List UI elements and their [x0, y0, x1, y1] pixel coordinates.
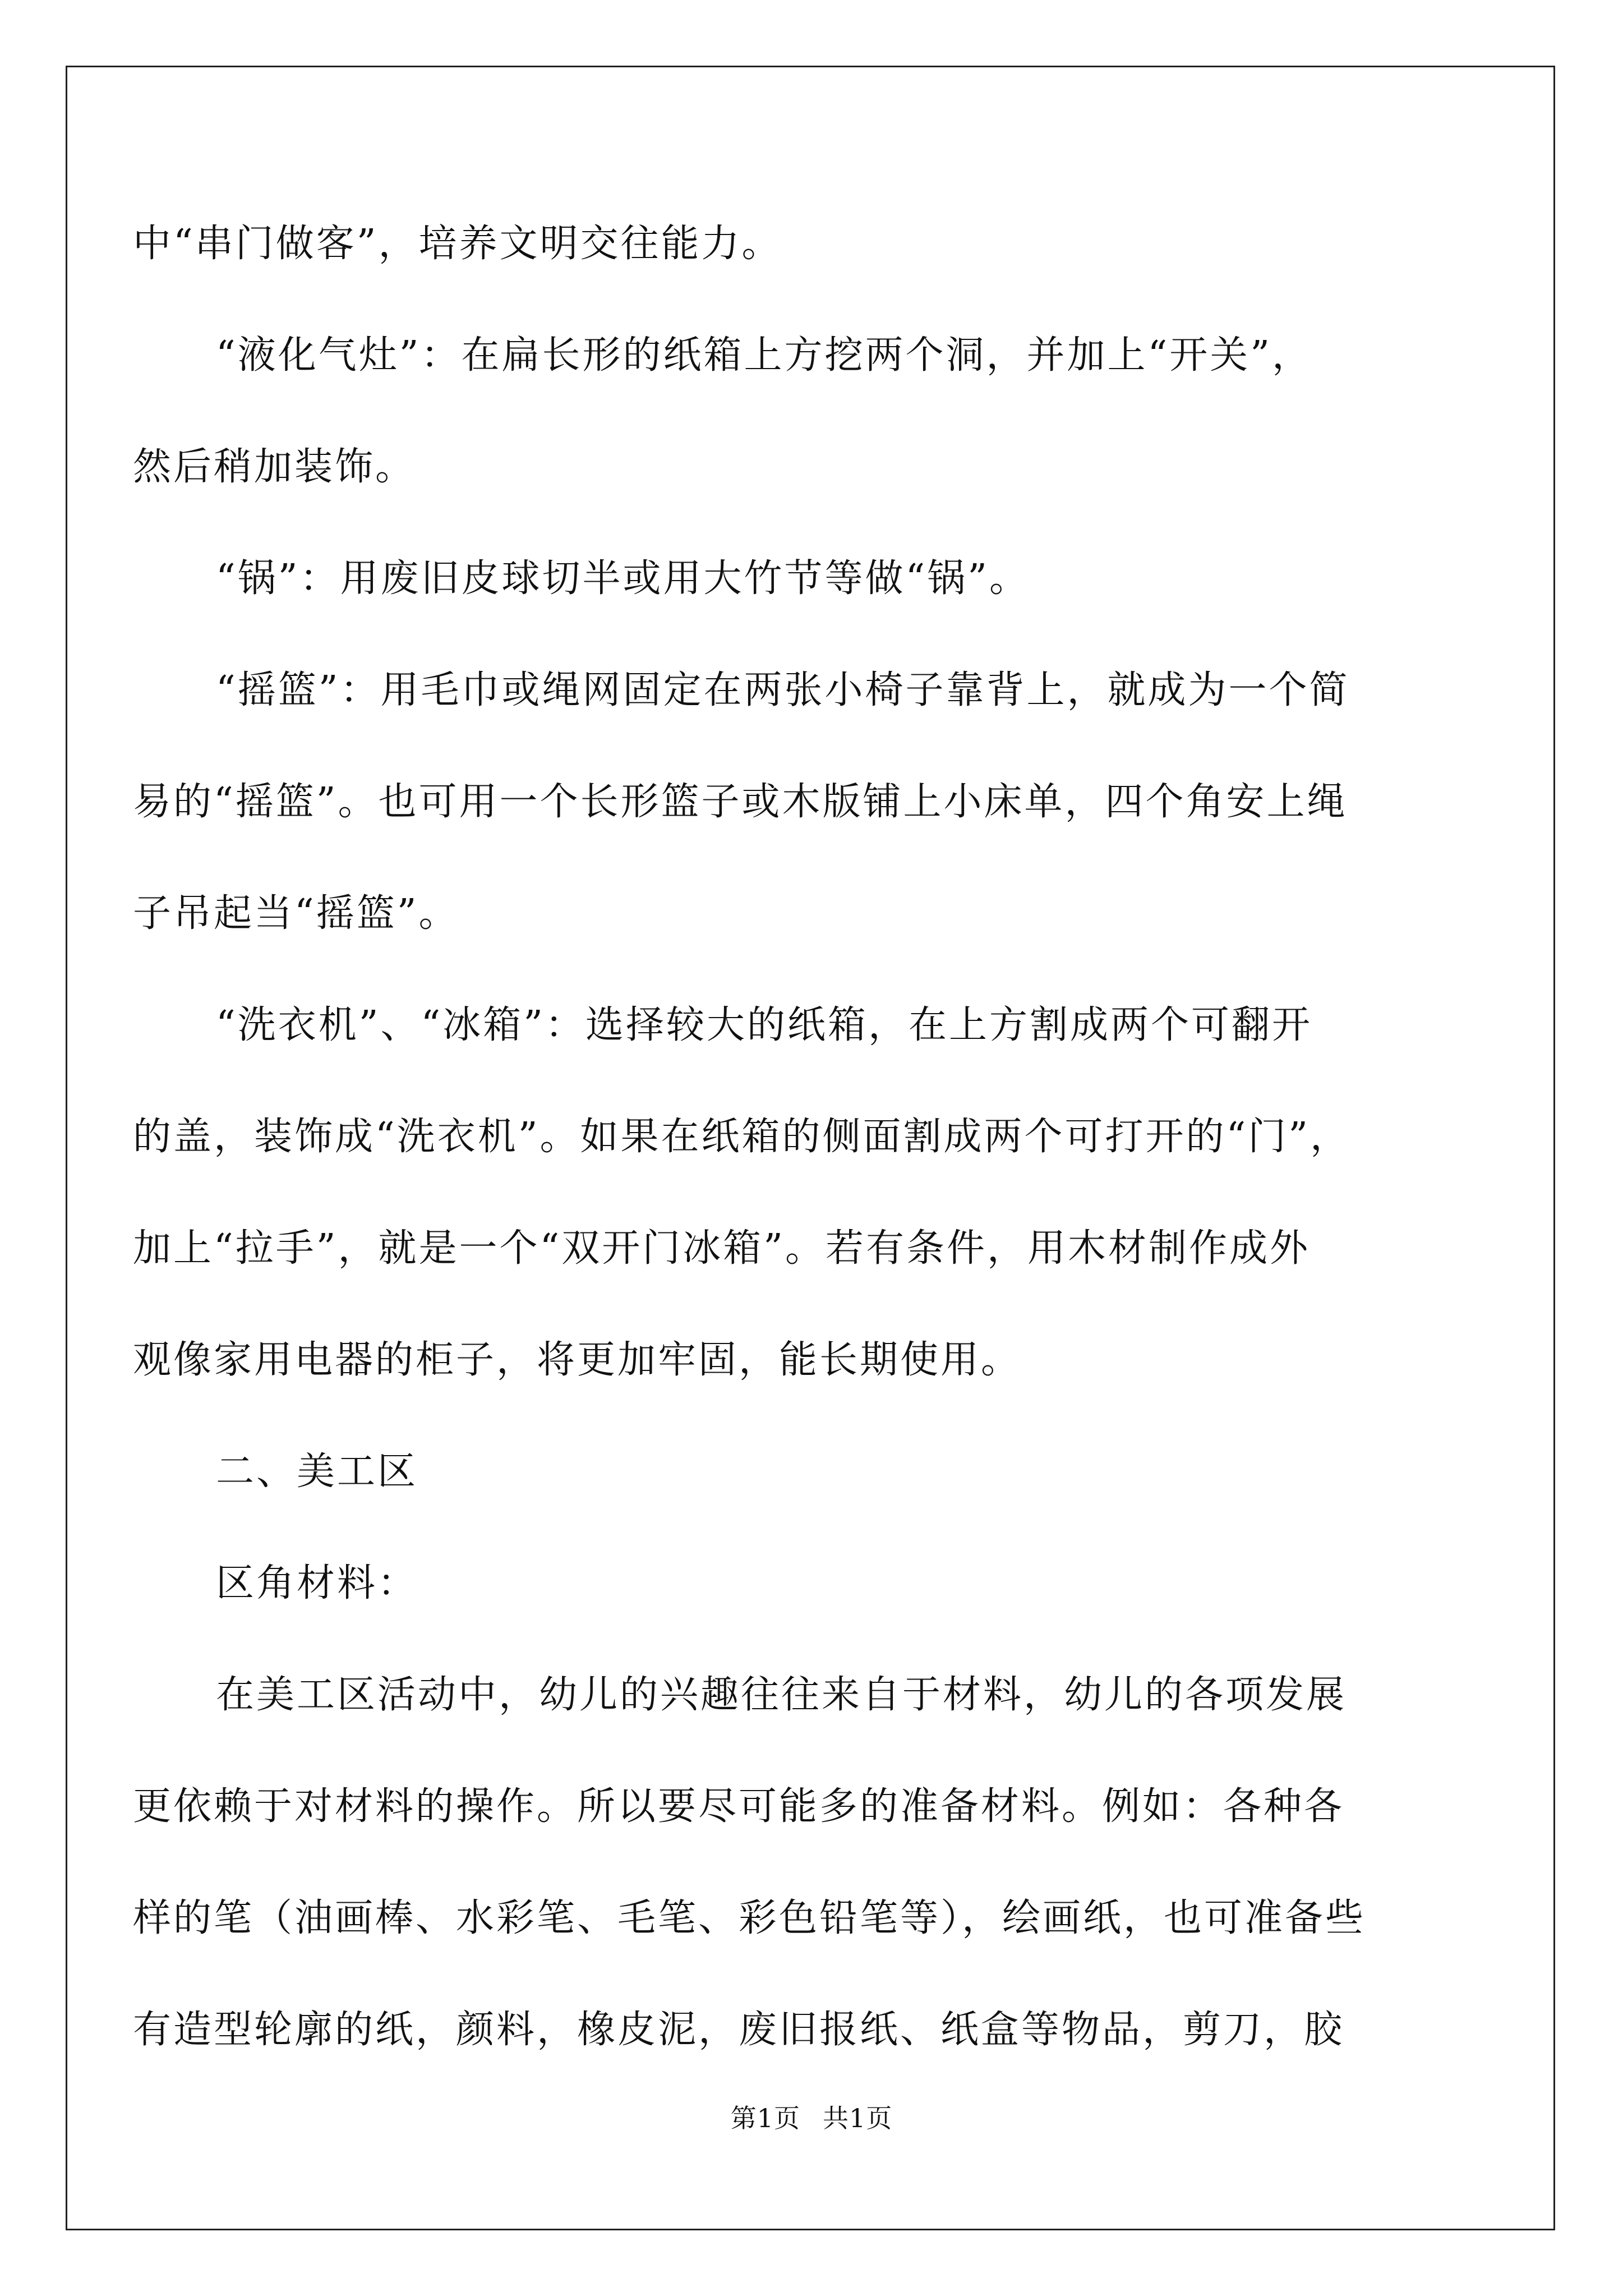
- page-footer: [0, 2098, 1623, 2135]
- text-line: 有造型轮廓的纸，颜料，橡皮泥，废旧报纸、纸盒等物品，剪刀，胶: [133, 2008, 1345, 2052]
- section-heading: 二、美工区: [216, 1450, 418, 1494]
- text-line: 子吊起当“摇篮”。: [133, 891, 459, 936]
- text-line: 加上“拉手”，就是一个“双开门冰箱”。若有条件，用木材制作成外: [133, 1226, 1311, 1271]
- subsection-heading: 区角材料：: [216, 1561, 418, 1605]
- text-line: “液化气灶”：在扁长形的纸箱上方挖两个洞，并加上“开关”，: [216, 333, 1313, 378]
- text-line: 的盖，装饰成“洗衣机”。如果在纸箱的侧面割成两个可打开的“门”，: [133, 1115, 1351, 1159]
- text-line: “摇篮”：用毛巾或绳网固定在两张小椅子靠背上，就成为一个简: [216, 668, 1350, 712]
- page-total: 共1页: [823, 2103, 893, 2133]
- page-number: 第1页: [730, 2103, 800, 2133]
- text-line: 更依赖于对材料的操作。所以要尽可能多的准备材料。例如：各种各: [133, 1784, 1345, 1829]
- text-line: 易的“摇篮”。也可用一个长形篮子或木版铺上小床单，四个角安上绳: [133, 780, 1348, 824]
- text-line: 中“串门做客”，培养文明交往能力。: [133, 222, 782, 266]
- text-line: “锅”：用废旧皮球切半或用大竹节等做“锅”。: [216, 556, 1030, 601]
- text-line: 然后稍加装饰。: [133, 445, 416, 489]
- text-line: 观像家用电器的柜子，将更加牢固，能长期使用。: [133, 1338, 1022, 1382]
- document-body: [133, 188, 1490, 2086]
- text-line: 样的笔（油画棒、水彩笔、毛笔、彩色铅笔等），绘画纸，也可准备些: [133, 1896, 1366, 1940]
- text-line: “洗衣机”、“冰箱”：选择较大的纸箱，在上方割成两个可翻开: [216, 1003, 1313, 1047]
- text-line: 在美工区活动中，幼儿的兴趣往往来自于材料，幼儿的各项发展: [216, 1673, 1347, 1717]
